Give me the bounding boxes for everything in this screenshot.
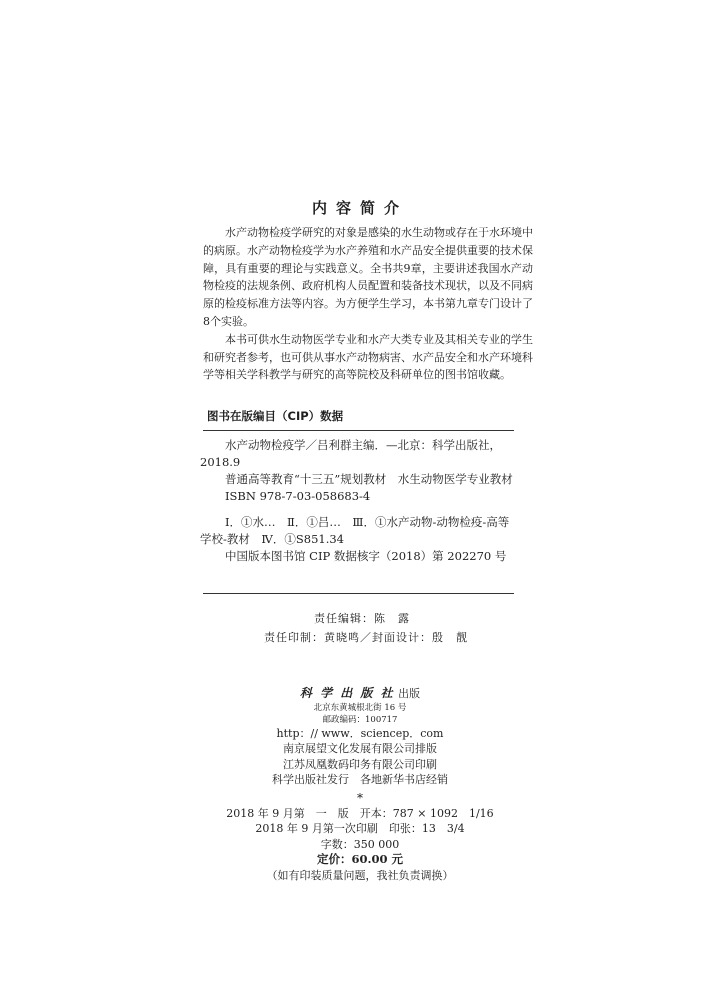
publisher-line [0, 686, 720, 702]
imprint-block [0, 686, 720, 883]
cip-record: 中国版本图书馆 CIP 数据核字（2018）第 202270 号 [225, 549, 507, 563]
credit-editor: 责任编辑：陈 露 [314, 612, 410, 625]
cip-heading: 图书在版编目（CIP）数据 [207, 409, 344, 423]
quality-notice: （如有印装质量问题，我社负责调换） [266, 868, 454, 882]
summary-paragraph: 水产动物检疫学研究的对象是感染的水生动物或存在于水环境中的病原。水产动物检疫学为水产养殖和水产品安全提供重要的技术保障，具有重要的理论与实践意义。全书共9章，主要讲述我国水产动物检疫的法规条例、政府机构人员配置和装备技术现状，以及不同病原的检疫标准方法等内容。为方便学生学习，本书第九章专门设计了8个实验。 [203, 226, 533, 328]
credit-printing-design: 责任印制：黄晓鸣／封面设计：殷 靓 [264, 631, 468, 644]
publisher-suffix: 出版 [398, 687, 421, 700]
price-line: 定价：60.00 元 [316, 852, 403, 866]
cip-data-block [200, 437, 516, 565]
publisher-website: http：// www．sciencep．com [276, 726, 444, 740]
word-count-line: 字数：350 000 [320, 837, 400, 851]
publisher-postcode: 邮政编码：100717 [322, 714, 398, 725]
edition-line: 2018 年 9 月第 一 版 开本：787 × 1092 1/16 [226, 806, 494, 820]
cip-entry: 水产动物检疫学／吕利群主编．—北京：科学出版社，2018.9 [200, 438, 501, 469]
printer-line: 江苏凤凰数码印务有限公司印刷 [283, 757, 437, 771]
print-run-line: 2018 年 9 月第一次印刷 印张：13 3/4 [255, 822, 465, 835]
cip-top-rule [203, 430, 514, 431]
typesetter-line: 南京展望文化发展有限公司排版 [283, 742, 437, 755]
summary-paragraph: 本书可供水生动物医学专业和水产大类专业及其相关专业的学生和研究者参考，也可供从事水产动物病害、水产品安全和水产环境科学等相关学科教学与研究的高等院校及科研单位的图书馆收藏。 [203, 332, 533, 382]
cip-bottom-rule [203, 593, 514, 594]
publisher-name: 科 学 出 版 社 [299, 686, 395, 700]
separator-star: * [357, 790, 363, 805]
summary-title: 内容简介 [311, 199, 408, 217]
summary-text [203, 224, 533, 384]
cip-isbn: ISBN 978-7-03-058683-4 [225, 489, 371, 503]
cip-classification: Ⅰ．①水… Ⅱ．①吕… Ⅲ．①水产动物-动物检疫-高等学校-教材 Ⅳ．①S851.34 [200, 515, 510, 546]
publisher-address: 北京东黄城根北街 16 号 [313, 702, 407, 713]
distributor-line: 科学出版社发行 各地新华书店经销 [272, 773, 448, 786]
cip-series: 普通高等教育“十三五”规划教材 水生动物医学专业教材 [225, 472, 513, 486]
